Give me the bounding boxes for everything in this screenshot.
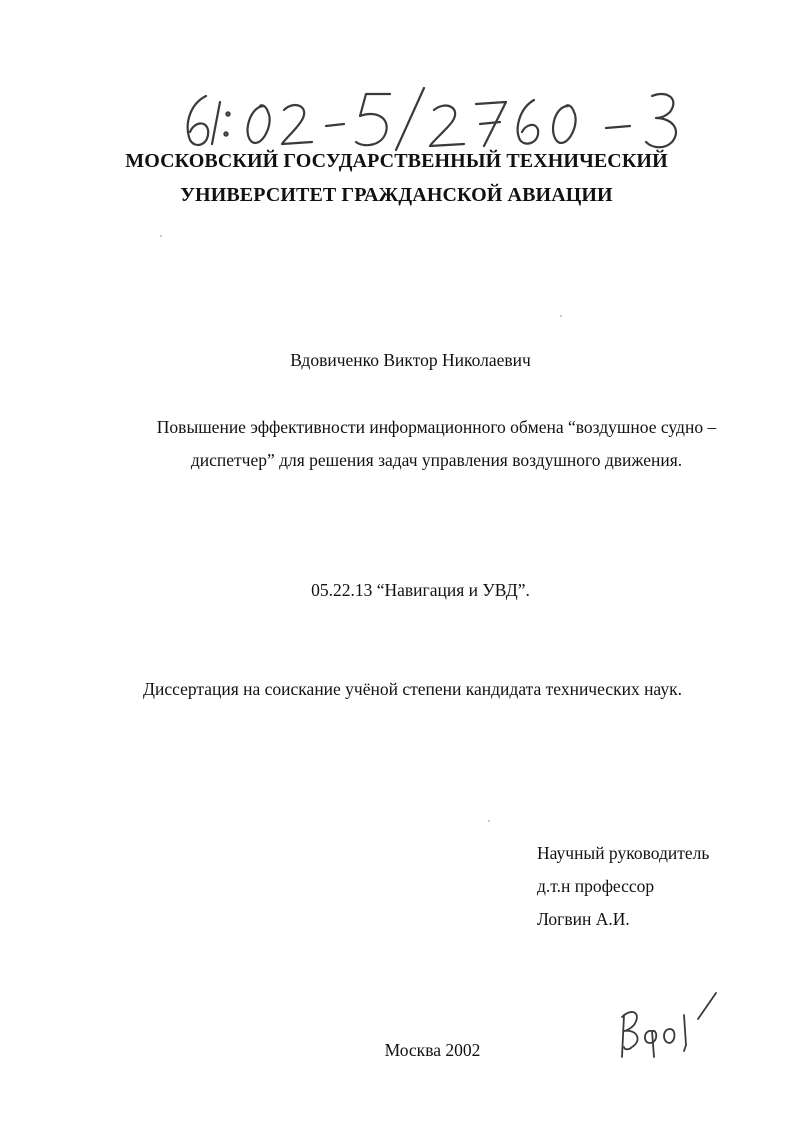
scan-speck — [488, 820, 490, 822]
handwriting-stroke — [188, 96, 208, 145]
university-name-line1: МОСКОВСКИЙ ГОСУДАРСТВЕННЫЙ ТЕХНИЧЕСКИЙ — [125, 150, 668, 172]
advisor-rank: д.т.н профессор — [537, 876, 655, 896]
handwriting-stroke — [646, 94, 676, 147]
handwriting-stroke — [518, 100, 539, 144]
handwriting-stroke — [356, 94, 390, 145]
advisor-name: Логвин А.И. — [537, 909, 630, 929]
handwriting-stroke — [430, 106, 464, 146]
city-and-year: Москва 2002 — [384, 1040, 481, 1060]
handwriting-stroke — [226, 112, 229, 115]
advisor-role: Научный руководитель — [537, 843, 710, 863]
handwritten-archive-code — [176, 84, 696, 154]
university-name-line2: УНИВЕРСИТЕТ ГРАЖДАНСКОЙ АВИАЦИИ — [180, 184, 613, 206]
handwriting-stroke — [553, 105, 576, 143]
author-name: Вдовиченко Виктор Николаевич — [290, 350, 531, 370]
handwriting-stroke — [480, 122, 500, 124]
handwriting-stroke — [326, 124, 344, 126]
handwriting-stroke — [396, 88, 424, 150]
degree-statement: Диссертация на соискание учёной степени кандидата технических наук. — [143, 679, 682, 699]
dissertation-topic-line2: диспетчер” для решения задач управления воздушного движения. — [190, 450, 683, 470]
scan-speck — [160, 235, 162, 237]
specialty-code: 05.22.13 “Навигация и УВД”. — [311, 580, 530, 600]
handwriting-stroke — [212, 102, 220, 144]
handwriting-stroke — [248, 105, 270, 143]
signature-stroke — [698, 993, 716, 1019]
dissertation-topic-line1: Повышение эффективности информационного обмена “воздушное судно – — [156, 417, 717, 437]
handwriting-stroke — [224, 132, 227, 135]
scan-speck — [560, 315, 562, 317]
handwriting-stroke — [282, 105, 312, 144]
handwriting-stroke — [606, 126, 630, 128]
